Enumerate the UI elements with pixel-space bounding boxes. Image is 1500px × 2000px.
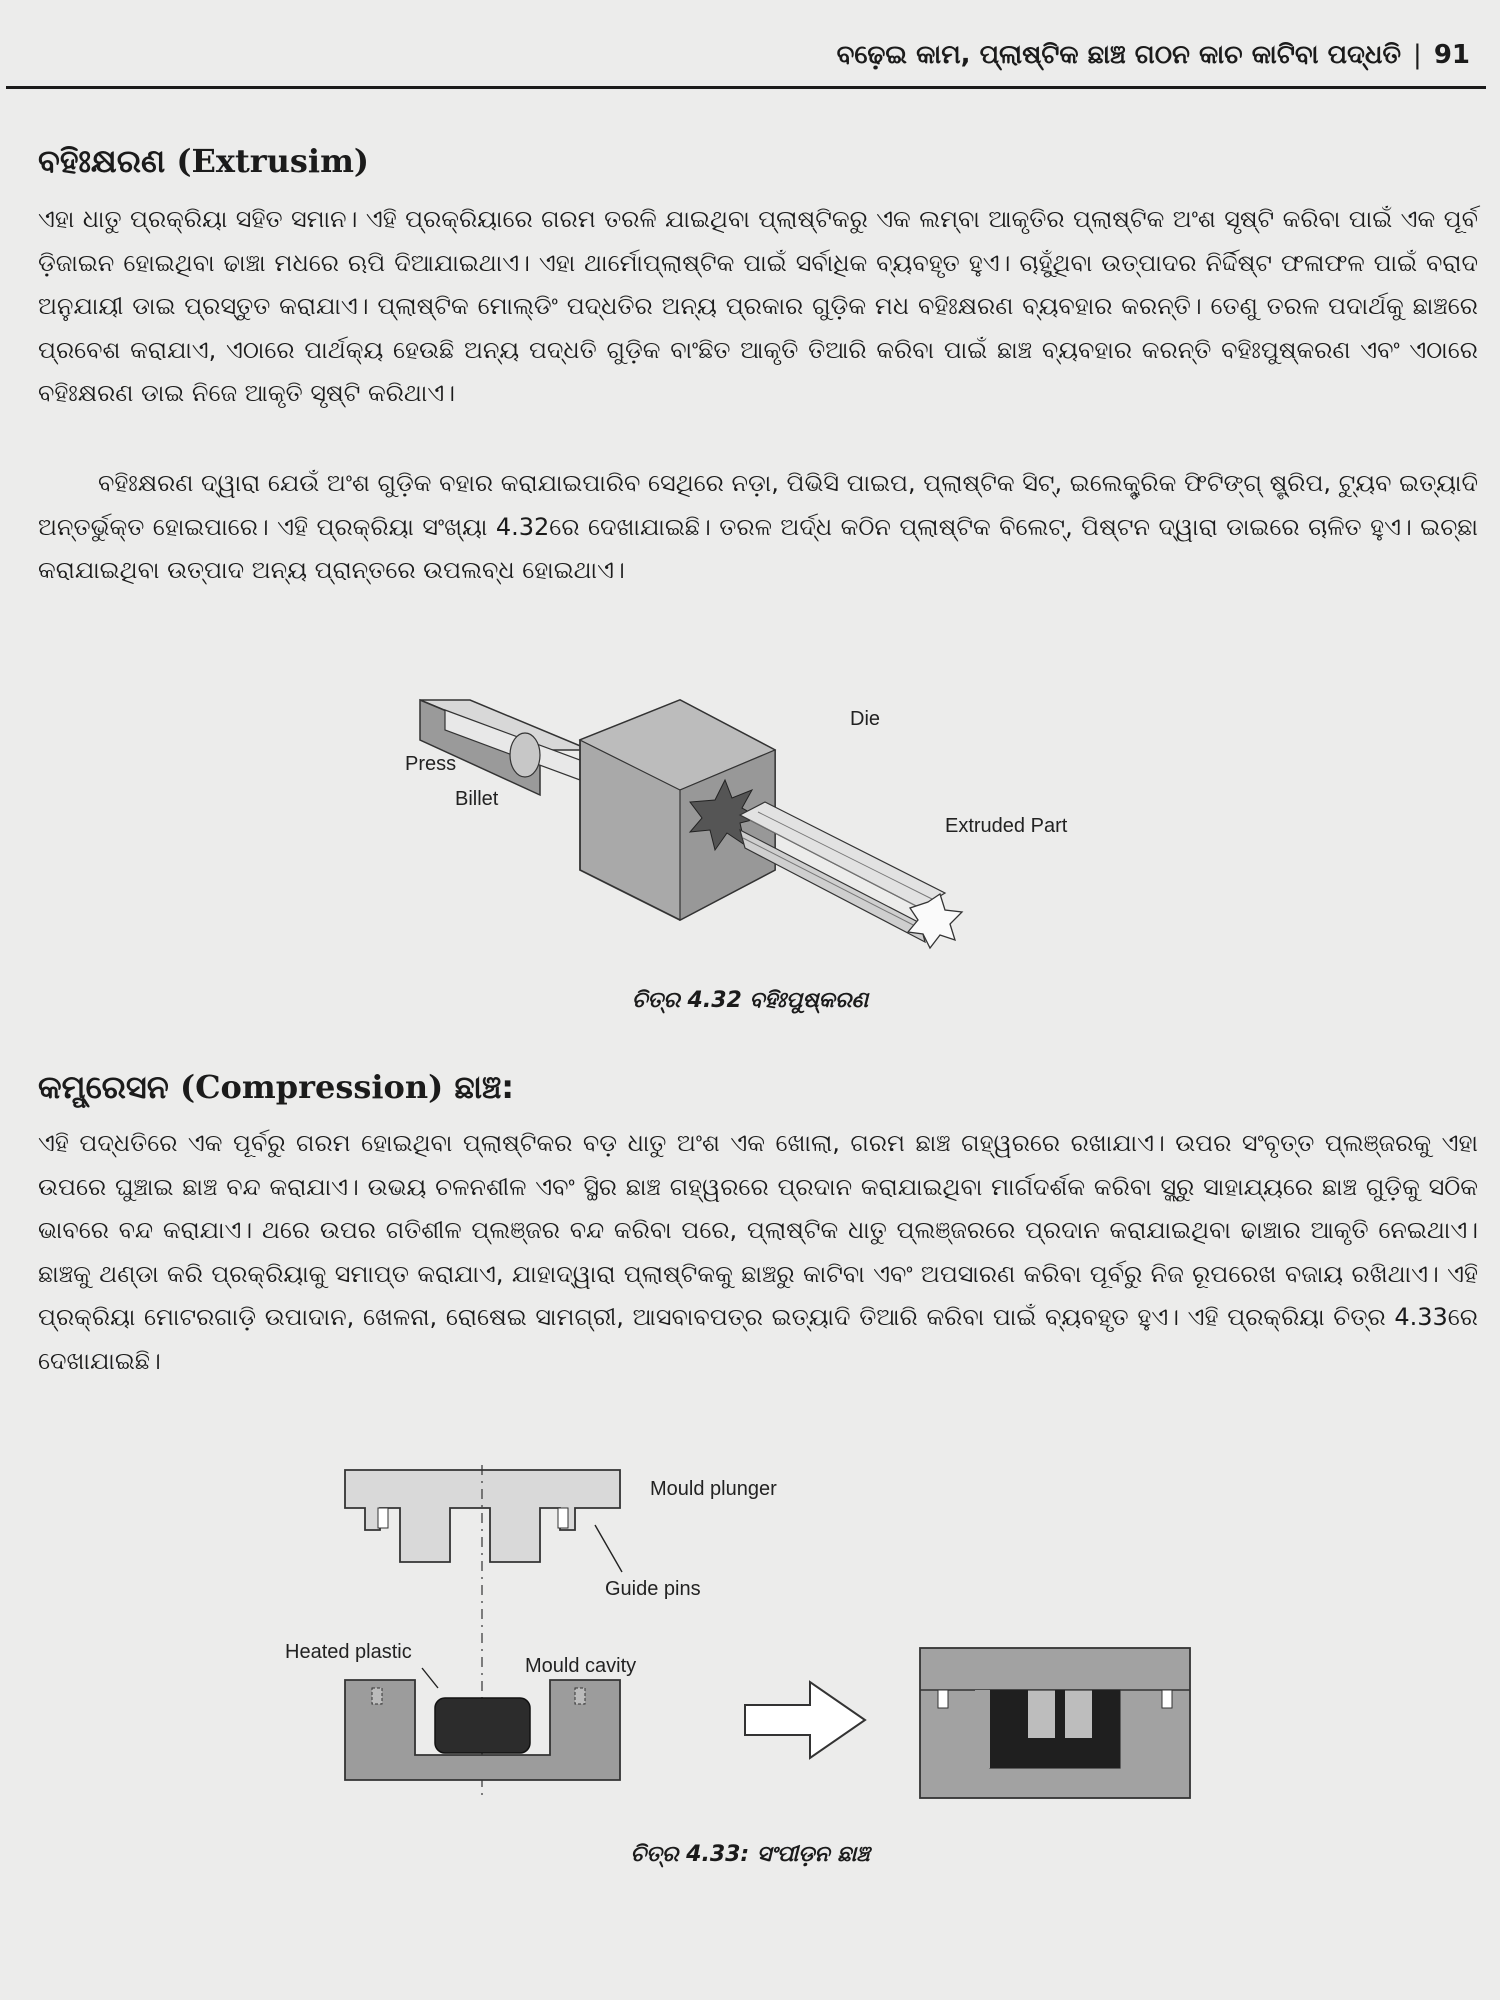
figure-compression-diagram: [270, 1450, 1230, 1820]
press-billet-assembly: [420, 700, 590, 795]
extruded-part: [740, 802, 962, 948]
extrusion-paragraph-1: ଏହା ଧାତୁ ପ୍ରକ୍ରିୟା ସହିତ ସମାନ। ଏହି ପ୍ରକ୍ରିୟାରେ ଗରମ ତରଳି ଯାଇଥିବା ପ୍ଲାଷ୍ଟିକରୁ ଏକ ଲମ୍ବା ଆକୃତିର ପ୍ଲାଷ୍ଟିକ ଅଂଶ ସୃଷ୍ଟି କରିବା ପାଇଁ ଏକ ପୂର୍ବ ଡ଼ିଜାଇନ ହୋଇଥିବା ଢାଞ୍ଚା ମଧରେ ଋପି ଦିଆଯାଇଥାଏ। ଏହା ଥାର୍ମୋପ୍ଲାଷ୍ଟିକ ପାଇଁ ସର୍ବାଧିକ ବ୍ୟବହୃତ ହୁଏ। ଚାହୁଁଥିବା ଉତ୍ପାଦର ନିର୍ଦ୍ଦିଷ୍ଟ ଫଳାଫଳ ପାଇଁ ବରାଦ ଅନୁଯାୟୀ ଡାଇ ପ୍ରସ୍ତୁତ କରାଯାଏ। ପ୍ଲାଷ୍ଟିକ ମୋଲ୍ଡିଂ ପଦ୍ଧତିର ଅନ୍ୟ ପ୍ରକାର ଗୁଡ଼ିକ ମଧ ବହିଃକ୍ଷରଣ ବ୍ୟବହାର କରନ୍ତି। ତେଣୁ ତରଳ ପଦାର୍ଥକୁ ଛାଞ୍ଚରେ ପ୍ରବେଶ କରାଯାଏ, ଏଠାରେ ପାର୍ଥକ୍ୟ ହେଉଛି ଅନ୍ୟ ପଦ୍ଧତି ଗୁଡ଼ିକ ବାଂଛିତ ଆକୃତି ତିଆରି କରିବା ପାଇଁ ଛାଞ୍ଚ ବ୍ୟବହାର କରନ୍ତି ବହିଃପୁଷ୍କରଣ ଏବଂ ଏଠାରେ ବହିଃକ୍ଷରଣ ଡାଇ ନିଜେ ଆକୃତି ସୃଷ୍ଟି କରିଥାଏ।: [38, 205, 1478, 407]
die-block: [580, 700, 775, 920]
heading-english: (Compression): [179, 1068, 444, 1106]
running-header: [0, 40, 1470, 71]
extrusion-paragraph-2: ବହିଃକ୍ଷରଣ ଦ୍ୱାରା ଯେଉଁ ଅଂଶ ଗୁଡ଼ିକ ବହାର କରାଯାଇପାରିବ ସେଥିରେ ନଡ଼ା, ପିଭିସି ପାଇପ, ପ୍ଲାଷ୍ଟିକ ସିଟ୍, ଇଲେକ୍ଟ୍ରିକ ଫିଟିଙ୍ଗ୍ ଷ୍ଟ୍ରିପ, ଟ୍ୟୁବ ଇତ୍ୟାଦି ଅନ୍ତର୍ଭୁକ୍ତ ହୋଇପାରେ। ଏହି ପ୍ରକ୍ରିୟା ସଂଖ୍ୟା 4.32ରେ ଦେଖାଯାଇଛି। ତରଳ ଅର୍ଦ୍ଧ କଠିନ ପ୍ଲାଷ୍ଟିକ ବିଲେଟ୍, ପିଷ୍ଟନ ଦ୍ୱାରା ଡାଇରେ ଚାଳିତ ହୁଏ। ଇଚ୍ଛା କରାଯାଇଥିବା ଉତ୍ପାଦ ଅନ୍ୟ ପ୍ରାନ୍ତରେ ଉପଲବ୍ଧ ହୋଇଥାଏ।: [38, 469, 1478, 584]
process-arrow: [745, 1682, 865, 1758]
label-extruded-part: Extruded Part: [945, 815, 1068, 837]
closed-mould: [920, 1648, 1190, 1798]
running-title: ବଢ଼େଇ କାମ, ପ୍ଲାଷ୍ଟିକ ଛାଞ୍ଚ ଗଠନ କାଚ କାଟିବା ପଦ୍ଧତି: [836, 40, 1402, 70]
header-rule: [6, 86, 1486, 89]
section-heading-extrusion: [38, 142, 369, 181]
label-mould-cavity: Mould cavity: [525, 1655, 637, 1677]
label-die: Die: [850, 708, 881, 730]
page-number: 91: [1433, 40, 1470, 70]
heading-english: (Extrusim): [176, 142, 370, 180]
heading-odia: ବହିଃକ୍ଷରଣ: [38, 142, 166, 180]
label-guide-pins: Guide pins: [605, 1578, 701, 1600]
label-mould-plunger: Mould plunger: [650, 1478, 777, 1500]
header-separator: |: [1413, 40, 1422, 70]
figure-433-caption: ଚିତ୍ର 4.33: ସଂପୀଡ଼ନ ଛାଞ୍ଚ: [630, 1842, 870, 1867]
heading-odia-a: କମ୍ପ୍ରେସନ: [38, 1068, 169, 1106]
label-press: Press: [405, 753, 457, 775]
label-heated-plastic: Heated plastic: [285, 1641, 412, 1663]
heated-plastic-block: [435, 1698, 530, 1753]
compression-paragraph-1: ଏହି ପଦ୍ଧତିରେ ଏକ ପୂର୍ବରୁ ଗରମ ହୋଇଥିବା ପ୍ଲାଷ୍ଟିକର ବଡ଼ ଧାତୁ ଅଂଶ ଏକ ଖୋଲା, ଗରମ ଛାଞ୍ଚ ଗହ୍ୱରରେ ରଖାଯାଏ। ଉପର ସଂବୃତ୍ତ ପ୍ଲଞ୍ଜରକୁ ଏହା ଉପରେ ଘୁଞ୍ଚାଇ ଛାଞ୍ଚ ବନ୍ଦ କରାଯାଏ। ଉଭୟ ଚଳନଶୀଳ ଏବଂ ସ୍ଥିର ଛାଞ୍ଚ ଗହ୍ୱରରେ ପ୍ରଦାନ କରାଯାଇଥିବା ମାର୍ଗଦର୍ଶକ କରିବା ସ୍କ୍ରୁ ସାହାଯ୍ୟରେ ଛାଞ୍ଚ ଗୁଡ଼ିକୁ ସଠିକ ଭାବରେ ବନ୍ଦ କରାଯାଏ। ଥରେ ଉପର ଗତିଶୀଳ ପ୍ଲଞ୍ଜର ବନ୍ଦ କରିବା ପରେ, ପ୍ଲାଷ୍ଟିକ ଧାତୁ ପ୍ଲଞ୍ଜରରେ ପ୍ରଦାନ କରାଯାଇଥିବା ଢାଞ୍ଚାର ଆକୃତି ନେଇଥାଏ। ଛାଞ୍ଚକୁ ଥଣ୍ଡା କରି ପ୍ରକ୍ରିୟାକୁ ସମାପ୍ତ କରାଯାଏ, ଯାହାଦ୍ୱାରା ପ୍ଲାଷ୍ଟିକକୁ ଛାଞ୍ଚରୁ କାଟିବା ଏବଂ ଅପସାରଣ କରିବା ପୂର୍ବରୁ ନିଜ ରୂପରେଖ ବଜାୟ ରଖିଥାଏ। ଏହି ପ୍ରକ୍ରିୟା ମୋଟରଗାଡ଼ି ଉପାଦାନ, ଖେଳନା, ରୋଷେଇ ସାମଗ୍ରୀ, ଆସବାବପତ୍ର ଇତ୍ୟାଦି ତିଆରି କରିବା ପାଇଁ ବ୍ୟବହୃତ ହୁଏ। ଏହି ପ୍ରକ୍ରିୟା ଚିତ୍ର 4.33ରେ ଦେଖାଯାଇଛି।: [38, 1129, 1478, 1375]
figure-432-caption: ଚିତ୍ର 4.32 ବହିଃପୁଷ୍କରଣ: [631, 988, 869, 1013]
label-billet: Billet: [455, 788, 499, 810]
heading-odia-b: ଛାଞ୍ଚ:: [454, 1068, 515, 1106]
figure-extrusion-diagram: [380, 680, 1140, 980]
section-heading-compression: [38, 1068, 514, 1107]
